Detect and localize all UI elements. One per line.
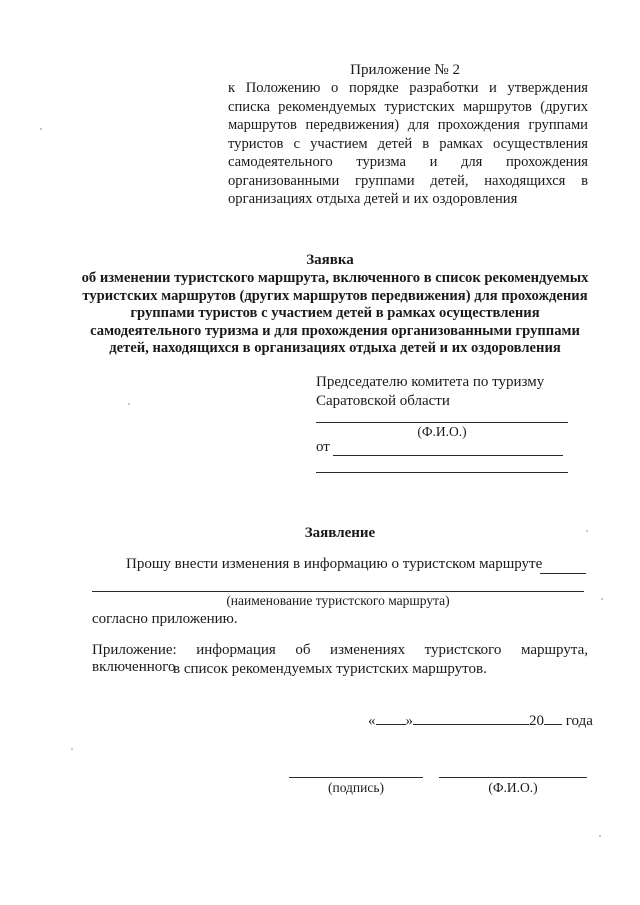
scan-speck	[586, 530, 588, 532]
route-name-line[interactable]	[92, 591, 584, 592]
scan-speck	[71, 748, 73, 750]
applicant-extra-line[interactable]	[316, 472, 568, 473]
attachment-line-1: Приложение: информация об изменениях туристского маршрута, включенного	[92, 642, 588, 675]
scan-speck	[599, 835, 601, 837]
from-label: от	[316, 439, 330, 455]
statement-request: Прошу внести изменения в информацию о туристском маршруте	[126, 556, 543, 572]
date-century: 20	[529, 713, 544, 729]
addressee-fio-line[interactable]	[316, 422, 568, 423]
date-year-suffix: года	[565, 713, 593, 729]
date-row	[368, 712, 593, 730]
addressee-block	[316, 373, 616, 411]
appendix-title: Приложение № 2	[350, 62, 460, 78]
scan-speck	[40, 128, 42, 130]
application-subject: об изменении туристского маршрута, включенного в список рекомендуемых туристских маршрутов (других маршрутов передвижения) для прохождения группами туристов с участием детей в рамках осуществления самодеятельного туризма и для прохождения организованными группами детей, находящихся в организациях отдыха детей и их оздоровления	[81, 270, 589, 356]
signer-fio-caption: (Ф.И.О.)	[488, 780, 538, 795]
addressee-line-1: Председателю комитета по туризму	[316, 374, 545, 390]
appendix-reference-text: к Положению о порядке разработки и утверждения списка рекомендуемых туристских маршрутов (других маршрутов передвижения) для прохождения группами туристов с участием детей в рамках осуществления самодеятельного туризма и для прохождения организованными группами детей, находящихся в организациях отдыха детей и их оздоровления	[228, 80, 588, 207]
addressee-fio-caption: (Ф.И.О.)	[417, 424, 467, 439]
signature-line[interactable]	[289, 777, 423, 778]
scan-speck	[601, 598, 603, 600]
signer-fio-line[interactable]	[439, 777, 587, 778]
applicant-name-line[interactable]	[333, 455, 563, 456]
per-appendix-text: согласно приложению.	[92, 611, 238, 627]
application-title: Заявка	[306, 252, 354, 268]
addressee-line-2: Саратовской области	[316, 393, 450, 409]
date-day-field[interactable]	[376, 712, 406, 725]
route-name-short-line[interactable]	[540, 573, 586, 574]
attachment-line-2: в список рекомендуемых туристских маршрутов.	[173, 661, 487, 677]
signature-caption: (подпись)	[327, 780, 385, 795]
statement-title: Заявление	[304, 525, 376, 541]
route-name-caption: (наименование туристского маршрута)	[226, 593, 450, 608]
date-open-quote: «	[368, 713, 376, 729]
date-month-field[interactable]	[413, 712, 529, 725]
scan-speck	[128, 403, 130, 405]
date-year-field[interactable]	[544, 712, 562, 725]
date-close-quote: »	[405, 713, 413, 729]
